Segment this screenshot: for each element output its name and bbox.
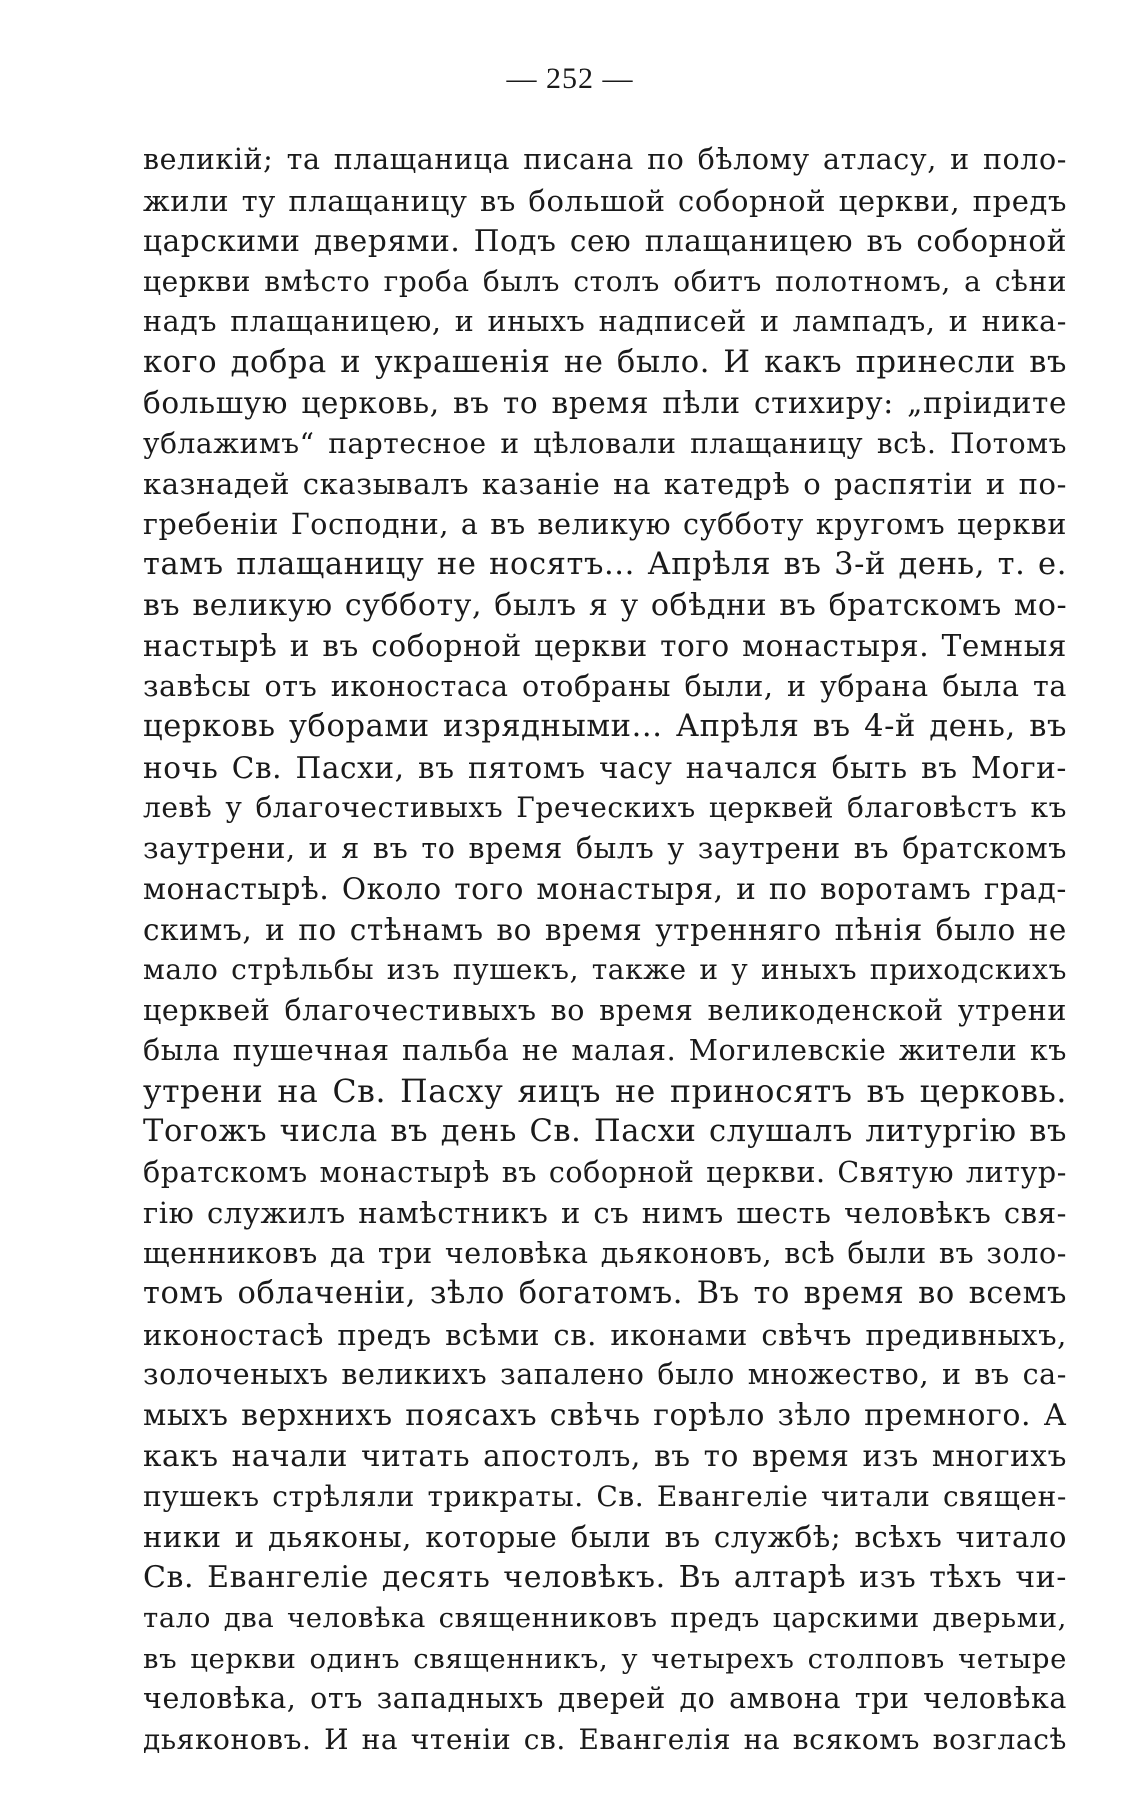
text-line: ники и дьяконы, которые были въ службѣ; всѣхъ читало <box>143 1520 1067 1554</box>
text-line: завѣсы отъ иконостаса отобраны были, и убрана была та <box>143 669 1067 703</box>
page-number: — 252 — <box>506 62 634 95</box>
text-line: утрени на Св. Пасху яицъ не приносятъ въ церковь. <box>143 1073 1067 1110</box>
text-line: Тогожъ числа въ день Св. Пасхи слушалъ литургію въ <box>143 1114 1067 1149</box>
text-line: тамъ плащаницу не носятъ... Апрѣля въ 3-й день, т. е. <box>143 547 1067 582</box>
body-text <box>143 140 1067 1760</box>
text-line: мало стрѣльбы изъ пушекъ, также и у иныхъ приходскихъ <box>143 953 1067 986</box>
text-line: скимъ, и по стѣнамъ во время утренняго пѣнія было не <box>143 912 1067 947</box>
text-line: мыхъ верхнихъ поясахъ свѣчь горѣло зѣло премного. А <box>143 1397 1067 1433</box>
text-line: церкви вмѣсто гроба былъ столъ обитъ полотномъ, а сѣни <box>143 264 1067 298</box>
text-line: надъ плащаницею, и иныхъ надписей и лампадъ, и ника- <box>143 305 1067 338</box>
text-line: монастырѣ. Около того монастыря, и по воротамъ град- <box>143 872 1067 906</box>
text-line: царскими дверями. Подъ сею плащаницею въ соборной <box>143 224 1067 258</box>
text-line: жили ту плащаницу въ большой соборной церкви, предъ <box>143 183 1067 218</box>
text-line: какъ начали читать апостолъ, въ то время изъ многихъ <box>143 1439 1067 1473</box>
text-line: въ великую субботу, былъ я у обѣдни въ братскомъ мо- <box>143 587 1067 623</box>
text-line: дьяконовъ. И на чтеніи св. Евангелія на всякомъ возгласѣ <box>143 1722 1067 1756</box>
text-line: гію служилъ намѣстникъ и съ нимъ шесть человѣкъ свя- <box>143 1196 1067 1230</box>
text-line: большую церковь, въ то время пѣли стихиру: „пріидите <box>143 386 1067 420</box>
text-line: была пушечная пальба не малая. Могилевскіе жители къ <box>143 1034 1067 1067</box>
text-line: церковь уборами изрядными... Апрѣля въ 4-й день, въ <box>143 709 1067 744</box>
text-line: человѣка, отъ западныхъ дверей до амвона три человѣка <box>143 1682 1067 1715</box>
text-line: гребеніи Господни, а въ великую субботу кругомъ церкви <box>143 507 1067 541</box>
text-line: ублажимъ“ партесное и цѣловали плащаницу всѣ. Потомъ <box>143 426 1067 460</box>
text-line: въ церкви одинъ священникъ, у четырехъ столповъ четыре <box>143 1642 1067 1675</box>
text-line: золоченыхъ великихъ запалено было множество, и въ са- <box>143 1358 1067 1391</box>
text-line: казнадей сказывалъ казаніе на катедрѣ о распятіи и по- <box>143 467 1067 501</box>
text-line: томъ облаченіи, зѣло богатомъ. Въ то время во всемъ <box>143 1276 1067 1311</box>
text-line: левѣ у благочестивыхъ Греческихъ церквей благовѣстъ къ <box>143 791 1067 824</box>
text-line: пушекъ стрѣляли трикраты. Св. Евангеліе читали священ- <box>143 1479 1067 1513</box>
text-line: церквей благочестивыхъ во время великоденской утрени <box>143 993 1067 1027</box>
text-line: заутрени, и я въ то время былъ у заутрени въ братскомъ <box>143 831 1067 865</box>
text-line: кого добра и украшенія не было. И какъ принесли въ <box>143 344 1067 380</box>
text-line: Св. Евангеліе десять человѣкъ. Въ алтарѣ изъ тѣхъ чи- <box>143 1559 1067 1595</box>
text-line: щенниковъ да три человѣка дьяконовъ, всѣ были въ золо- <box>143 1236 1067 1270</box>
text-line: великій; та плащаница писана по бѣлому атласу, и поло- <box>143 143 1067 176</box>
text-line: ночь Св. Пасхи, въ пятомъ часу начался быть въ Моги- <box>143 750 1067 785</box>
text-line: тало два человѣка священниковъ предъ царскими дверьми, <box>143 1602 1067 1634</box>
text-line: настырѣ и въ соборной церкви того монастыря. Темныя <box>143 629 1067 663</box>
text-line: иконостасѣ предъ всѣми св. иконами свѣчъ предивныхъ, <box>143 1317 1067 1352</box>
text-line: братскомъ монастырѣ въ соборной церкви. Святую литур- <box>143 1155 1067 1189</box>
